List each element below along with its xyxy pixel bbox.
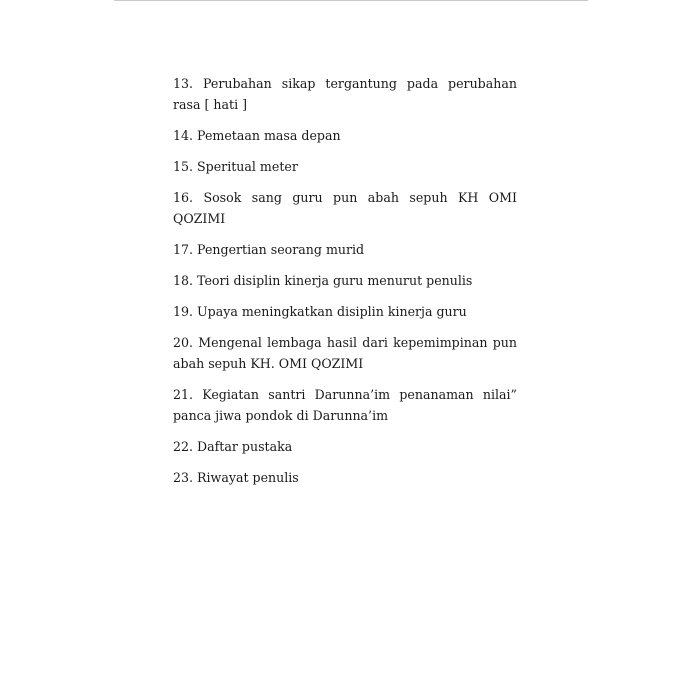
toc-item-20: 20. Mengenal lembaga hasil dari kepemimpinan pun abah sepuh KH. OMI QOZIMI bbox=[173, 335, 517, 371]
toc-item-23: 23. Riwayat penulis bbox=[173, 470, 299, 485]
toc-item-17: 17. Pengertian seorang murid bbox=[173, 242, 365, 257]
toc-item-13: 13. Perubahan sikap tergantung pada perubahan rasa [ hati ] bbox=[173, 76, 517, 112]
toc-item-15: 15. Speritual meter bbox=[173, 159, 298, 174]
toc-item-14: 14. Pemetaan masa depan bbox=[173, 128, 341, 143]
toc-item-21: 21. Kegiatan santri Darunna’im penanaman nilai” panca jiwa pondok di Darunna’im bbox=[173, 387, 517, 423]
toc-item-18: 18. Teori disiplin kinerja guru menurut penulis bbox=[173, 273, 473, 288]
top-divider bbox=[114, 0, 588, 1]
toc-item-16: 16. Sosok sang guru pun abah sepuh KH OMI QOZIMI bbox=[173, 190, 517, 226]
toc-item-22: 22. Daftar pustaka bbox=[173, 439, 293, 454]
toc-item-19: 19. Upaya meningkatkan disiplin kinerja guru bbox=[173, 304, 467, 319]
toc-list bbox=[173, 73, 517, 498]
